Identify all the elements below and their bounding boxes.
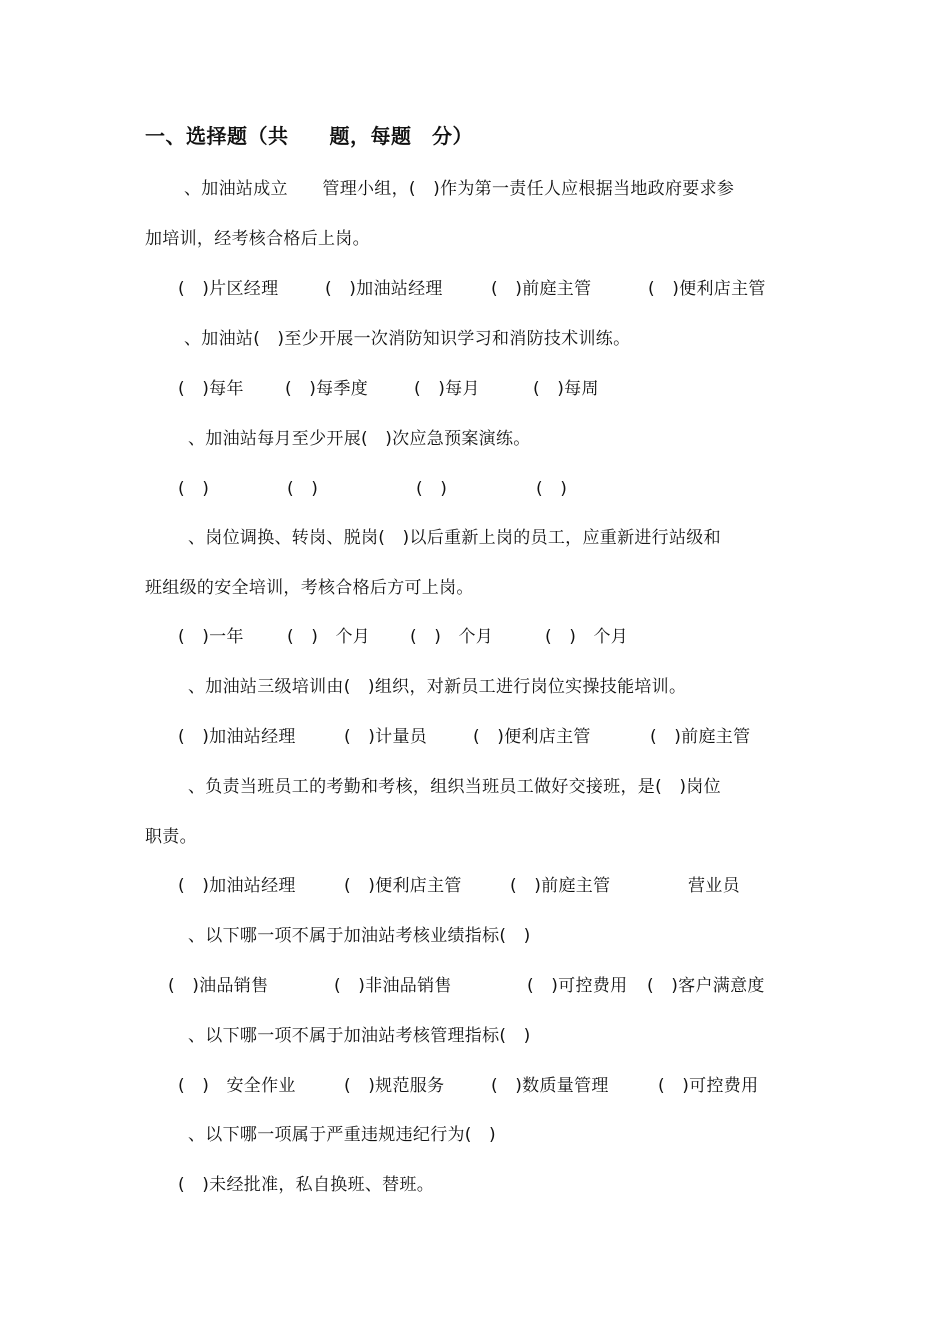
question-1-option-c: ( )前庭主管 xyxy=(491,279,592,299)
question-1-stem-line-2: 加培训，经考核合格后上岗。 xyxy=(145,229,370,249)
question-5-stem-line-1: 、加油站三级培训由( )组织，对新员工进行岗位实操技能培训。 xyxy=(188,677,687,697)
question-3-stem-line-1: 、加油站每月至少开展( )次应急预案演练。 xyxy=(188,429,531,449)
question-3-option-b: ( ) xyxy=(287,479,319,499)
question-5-option-a: ( )加油站经理 xyxy=(178,727,296,747)
question-8-stem-line-1: 、以下哪一项不属于加油站考核管理指标( ) xyxy=(188,1026,531,1046)
question-2-option-d: ( )每周 xyxy=(533,379,599,399)
question-7-option-a: ( )油品销售 xyxy=(168,976,269,996)
question-5-option-d: ( )前庭主管 xyxy=(650,727,751,747)
question-6-stem-line-1: 、负责当班员工的考勤和考核，组织当班员工做好交接班，是( )岗位 xyxy=(188,777,721,797)
question-1-stem-line-1: 、加油站成立 管理小组，( )作为第一责任人应根据当地政府要求参 xyxy=(184,179,735,199)
question-4-option-b: ( ) 个月 xyxy=(287,627,371,647)
question-5-option-c: ( )便利店主管 xyxy=(473,727,591,747)
question-4-option-d: ( ) 个月 xyxy=(545,627,629,647)
question-7-option-d: ( )客户满意度 xyxy=(647,976,765,996)
question-3-option-a: ( ) xyxy=(178,479,210,499)
question-6-option-b: ( )便利店主管 xyxy=(344,876,462,896)
question-6-option-a: ( )加油站经理 xyxy=(178,876,296,896)
question-2-option-b: ( )每季度 xyxy=(285,379,369,399)
question-8-option-d: ( )可控费用 xyxy=(658,1076,759,1096)
question-9-option-a: ( )未经批准，私自换班、替班。 xyxy=(178,1175,435,1195)
question-6-option-d: 营业员 xyxy=(688,876,740,896)
question-5-option-b: ( )计量员 xyxy=(344,727,428,747)
question-2-option-c: ( )每月 xyxy=(414,379,480,399)
question-3-option-d: ( ) xyxy=(536,479,568,499)
question-4-stem-line-1: 、岗位调换、转岗、脱岗( )以后重新上岗的员工，应重新进行站级和 xyxy=(188,528,721,548)
question-2-stem-line-1: 、加油站( )至少开展一次消防知识学习和消防技术训练。 xyxy=(184,329,631,349)
question-4-option-c: ( ) 个月 xyxy=(410,627,494,647)
question-4-stem-line-2: 班组级的安全培训，考核合格后方可上岗。 xyxy=(145,578,474,598)
section-title: 一、选择题（共 题，每题 分） xyxy=(145,124,473,148)
question-1-option-b: ( )加油站经理 xyxy=(325,279,443,299)
question-9-stem-line-1: 、以下哪一项属于严重违规违纪行为( ) xyxy=(188,1125,496,1145)
question-4-option-a: ( )一年 xyxy=(178,627,244,647)
question-2-option-a: ( )每年 xyxy=(178,379,244,399)
question-8-option-c: ( )数质量管理 xyxy=(491,1076,609,1096)
question-1-option-d: ( )便利店主管 xyxy=(648,279,766,299)
question-8-option-a: ( ) 安全作业 xyxy=(178,1076,296,1096)
question-1-option-a: ( )片区经理 xyxy=(178,279,279,299)
question-6-stem-line-2: 职责。 xyxy=(145,827,197,847)
question-7-option-b: ( )非油品销售 xyxy=(334,976,452,996)
question-7-option-c: ( )可控费用 xyxy=(527,976,628,996)
question-7-stem-line-1: 、以下哪一项不属于加油站考核业绩指标( ) xyxy=(188,926,531,946)
question-6-option-c: ( )前庭主管 xyxy=(510,876,611,896)
question-3-option-c: ( ) xyxy=(416,479,448,499)
question-8-option-b: ( )规范服务 xyxy=(344,1076,445,1096)
